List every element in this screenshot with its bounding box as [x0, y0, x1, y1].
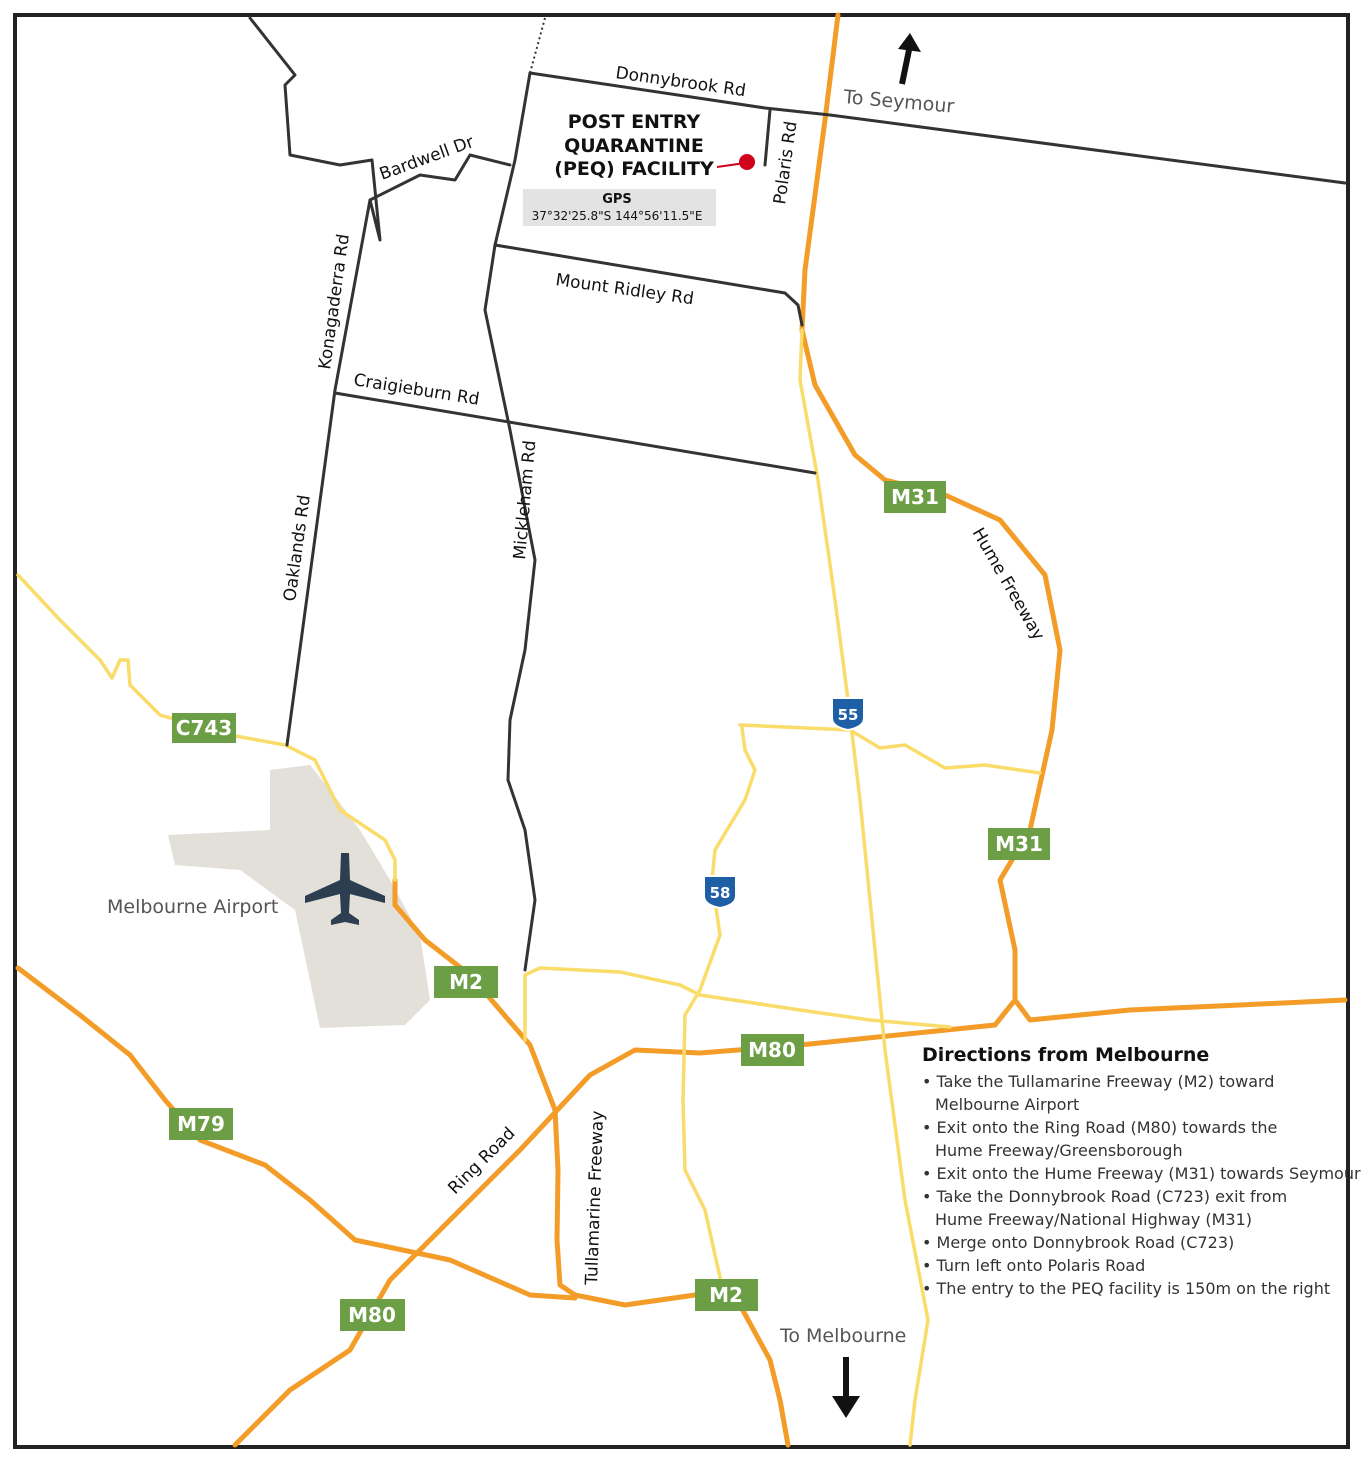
- route-58-marker: [704, 876, 736, 908]
- direction-step-1a: • Take the Tullamarine Freeway (M2) toward: [922, 1072, 1275, 1091]
- facility-title-line-2: QUARANTINE: [564, 135, 704, 157]
- direction-step-3: • Exit onto the Hume Freeway (M31) towards Seymour: [922, 1164, 1361, 1183]
- label-to-seymour: To Seymour: [842, 86, 956, 118]
- route-55-marker: [832, 698, 864, 730]
- svg-text:M31: M31: [891, 485, 939, 509]
- label-to-melbourne: To Melbourne: [780, 1325, 907, 1347]
- shield-m80-left: [340, 1299, 405, 1331]
- gps-label: GPS: [602, 192, 632, 207]
- label-craigieburn-rd: Craigieburn Rd: [352, 370, 481, 410]
- shield-m80-right: [741, 1034, 804, 1066]
- label-polaris-rd: Polaris Rd: [770, 119, 802, 206]
- shield-m79: [169, 1108, 233, 1140]
- facility-title-line-3: (PEQ) FACILITY: [554, 158, 714, 180]
- direction-step-5: • Merge onto Donnybrook Road (C723): [922, 1233, 1235, 1252]
- shield-m2-lower: [695, 1279, 758, 1311]
- svg-text:58: 58: [709, 884, 731, 902]
- svg-text:C743: C743: [175, 716, 233, 740]
- svg-text:M2: M2: [709, 1283, 743, 1307]
- label-melbourne-airport: Melbourne Airport: [107, 896, 279, 918]
- label-hume-freeway: Hume Freeway: [967, 524, 1049, 644]
- label-oaklands-rd: Oaklands Rd: [280, 493, 315, 603]
- svg-text:M2: M2: [449, 970, 483, 994]
- label-tullamarine-freeway: Tullamarine Freeway: [582, 1110, 609, 1286]
- facility-location-marker: [739, 154, 755, 170]
- direction-step-7: • The entry to the PEQ facility is 150m on the right: [922, 1279, 1331, 1298]
- label-mount-ridley-rd: Mount Ridley Rd: [554, 270, 695, 310]
- direction-step-4a: • Take the Donnybrook Road (C723) exit from: [922, 1187, 1288, 1206]
- direction-step-2a: • Exit onto the Ring Road (M80) towards the: [922, 1118, 1278, 1137]
- svg-text:55: 55: [837, 706, 859, 724]
- direction-step-2b: Hume Freeway/Greensborough: [935, 1141, 1183, 1160]
- label-ring-road: Ring Road: [444, 1123, 520, 1199]
- svg-text:M31: M31: [995, 832, 1043, 856]
- shield-m31-upper: [884, 481, 946, 513]
- facility-title-line-1: POST ENTRY: [567, 111, 701, 133]
- gps-box: [523, 189, 716, 226]
- label-donnybrook-rd: Donnybrook Rd: [614, 63, 747, 102]
- direction-step-1b: Melbourne Airport: [935, 1095, 1080, 1114]
- shield-c743: [172, 713, 236, 743]
- svg-text:M80: M80: [348, 1303, 396, 1327]
- directions-heading: Directions from Melbourne: [922, 1044, 1210, 1066]
- gps-coordinates: 37°32'25.8"S 144°56'11.5"E: [531, 209, 703, 223]
- shield-m31-lower: [988, 828, 1050, 860]
- label-mickleham-rd: Mickleham Rd: [510, 439, 541, 561]
- label-bardwell-dr: Bardwell Dr: [376, 132, 477, 185]
- svg-text:M79: M79: [177, 1112, 225, 1136]
- direction-step-6: • Turn left onto Polaris Road: [922, 1256, 1146, 1275]
- svg-text:M80: M80: [748, 1038, 796, 1062]
- label-konagaderra-rd: Konagaderra Rd: [315, 232, 354, 371]
- direction-step-4b: Hume Freeway/National Highway (M31): [935, 1210, 1253, 1229]
- shield-m2-upper: [434, 966, 498, 998]
